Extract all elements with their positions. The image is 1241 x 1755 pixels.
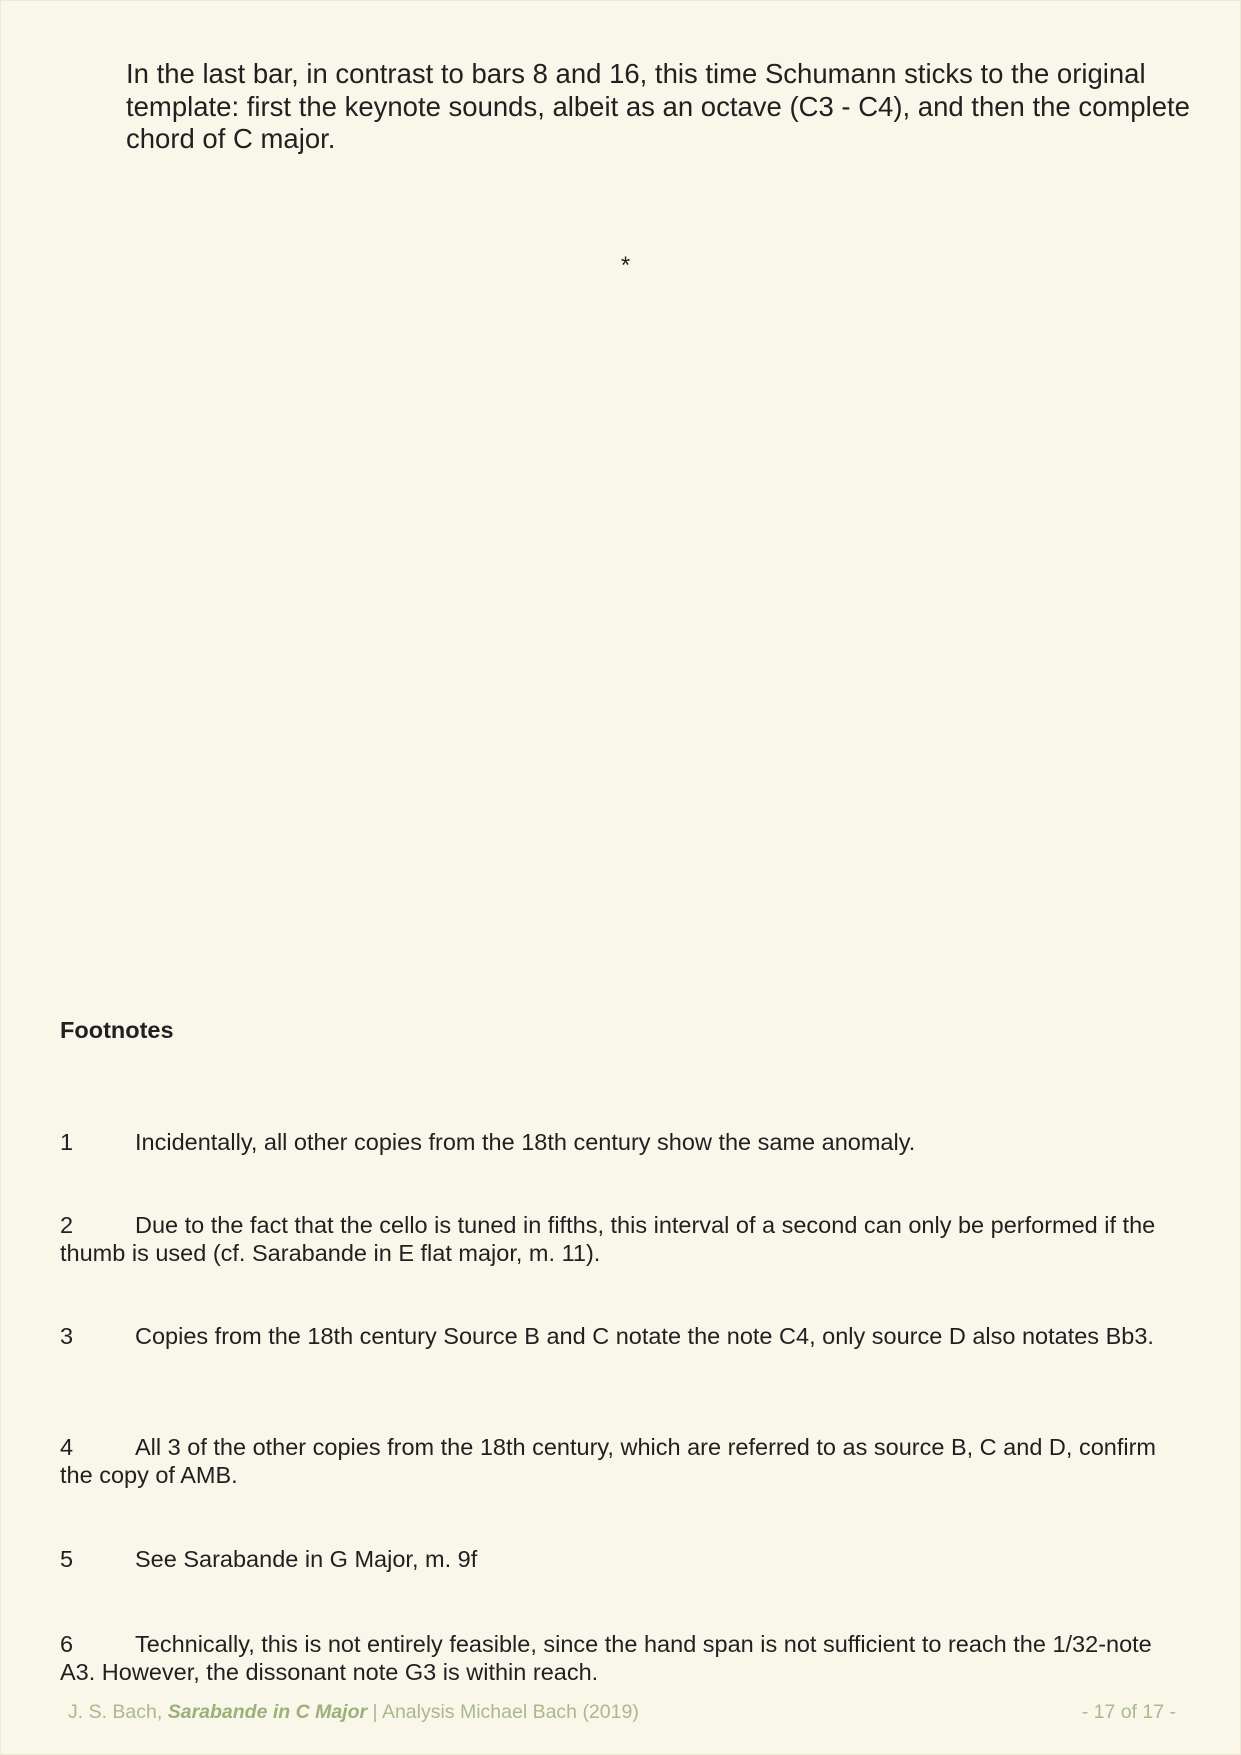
footnote-2 [60, 1211, 1190, 1267]
footnote-4 [60, 1433, 1190, 1489]
footer-work-title: Sarabande in C Major [167, 1701, 368, 1723]
footnote-1 [60, 1128, 1190, 1156]
footnote-number: 5 [60, 1546, 74, 1572]
footnote-number: 2 [60, 1212, 74, 1238]
footnote-text: See Sarabande in G Major, m. 9f [135, 1546, 478, 1572]
section-separator: * [620, 252, 631, 279]
footer-analysis: | Analysis Michael Bach (2019) [372, 1701, 639, 1723]
footnote-text: Due to the fact that the cello is tuned in fifths, this interval of a second can only be performed if the thumb is used (cf. Sarabande in E flat major, m. 11). [60, 1212, 1156, 1266]
footnote-5 [60, 1545, 1190, 1573]
page-number: - 17 of 17 - [1081, 1701, 1176, 1723]
footnote-text: All 3 of the other copies from the 18th century, which are referred to as source B, C and D, confirm the copy of AMB. [60, 1434, 1156, 1488]
footnote-text: Technically, this is not entirely feasible, since the hand span is not sufficient to reach the 1/32-note A3. However, the dissonant note G3 is within reach. [60, 1631, 1152, 1685]
footnote-number: 6 [60, 1631, 74, 1657]
footnote-number: 1 [60, 1129, 74, 1155]
footer-composer: J. S. Bach, [68, 1701, 163, 1723]
footnote-6 [60, 1630, 1190, 1686]
page-footer [68, 1700, 1176, 1724]
footnote-number: 3 [60, 1323, 74, 1349]
intro-paragraph: In the last bar, in contrast to bars 8 and 16, this time Schumann sticks to the original template: first the keynote sounds, albeit as an octave (C3 - C4), and then the complete chord of C major. [126, 58, 1190, 154]
footnote-text: Copies from the 18th century Source B and C notate the note C4, only source D also notates Bb3. [135, 1323, 1154, 1349]
footnotes-heading: Footnotes [60, 1017, 174, 1043]
footnote-number: 4 [60, 1434, 74, 1460]
footnote-text: Incidentally, all other copies from the 18th century show the same anomaly. [135, 1129, 916, 1155]
footnote-3 [60, 1322, 1190, 1350]
